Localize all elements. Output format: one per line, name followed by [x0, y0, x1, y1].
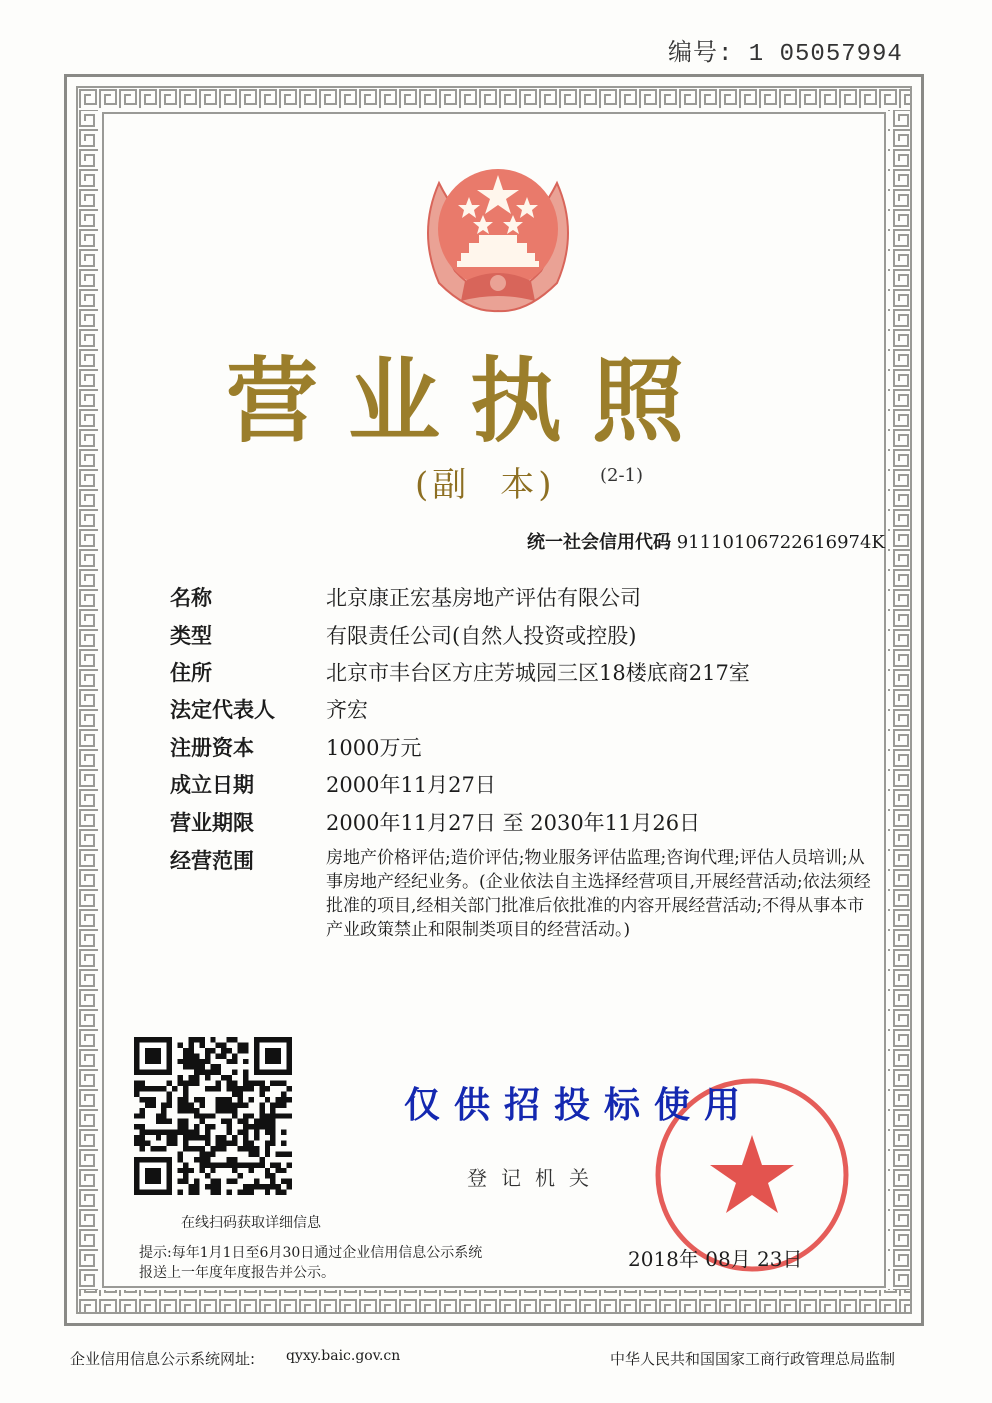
field-value: 2000年11月27日 至 2030年11月26日 — [326, 811, 701, 835]
qr-code[interactable] — [134, 1037, 292, 1195]
field-label: 成立日期 — [170, 773, 254, 797]
serial-number: 编号: 1 05057994 — [668, 41, 903, 68]
field-label: 类型 — [170, 624, 212, 648]
website-label: 企业信用信息公示系统网址: — [70, 1350, 256, 1368]
field-value: 有限责任公司(自然人投资或控股) — [326, 624, 637, 648]
credit-code — [527, 528, 885, 554]
field-value: 1000万元 — [326, 736, 422, 760]
reminder-line-1: 提示:每年1月1日至6月30日通过企业信用信息公示系统 — [139, 1245, 483, 1261]
field-label: 注册资本 — [170, 736, 254, 760]
annual-report-reminder — [139, 1243, 579, 1283]
reminder-line-2: 报送上一年度年度报告并公示。 — [139, 1265, 335, 1281]
field-label: 营业期限 — [170, 811, 254, 835]
document-title: 营业执照 — [226, 347, 715, 455]
national-emblem-icon — [409, 143, 587, 319]
credit-code-label: 统一社会信用代码 — [527, 532, 671, 553]
field-label: 住所 — [170, 661, 212, 685]
business-scope-text: 房地产价格评估;造价评估;物业服务评估监理;咨询代理;评估人员培训;从事房地产经纪业务。(企业依法自主选择经营项目,开展经营活动;依法须经批准的项目,经相关部门批准后依批准的内容开展经营活动;不得从事本市产业政策禁止和限制类项目的经营活动。) — [326, 848, 871, 940]
scan-hint: 在线扫码获取详细信息 — [181, 1215, 321, 1231]
field-label: 名称 — [170, 586, 212, 610]
copy-label-part-2: 本) — [500, 465, 556, 505]
field-label: 法定代表人 — [170, 698, 275, 722]
website-url[interactable]: qyxy.baic.gov.cn — [286, 1348, 401, 1364]
copy-label-part-1: (副 — [415, 465, 471, 505]
copy-label — [415, 457, 556, 506]
field-value: 北京市丰台区方庄芳城园三区18楼底商217室 — [326, 661, 750, 685]
registration-authority-label: 登记机关 — [467, 1166, 603, 1190]
supervisor-line: 中华人民共和国国家工商行政管理总局监制 — [610, 1350, 896, 1368]
field-value: 2000年11月27日 — [326, 773, 496, 797]
field-value: 齐宏 — [326, 698, 368, 722]
field-label: 经营范围 — [170, 849, 254, 873]
credit-code-value: 91110106722616974K — [676, 532, 885, 553]
usage-restriction-stamp: 仅供招投标使用 — [404, 1085, 755, 1126]
part-number: (2-1) — [600, 465, 644, 486]
issue-date: 2018年 08月 23日 — [628, 1247, 803, 1271]
field-value: 北京康正宏基房地产评估有限公司 — [326, 586, 641, 610]
